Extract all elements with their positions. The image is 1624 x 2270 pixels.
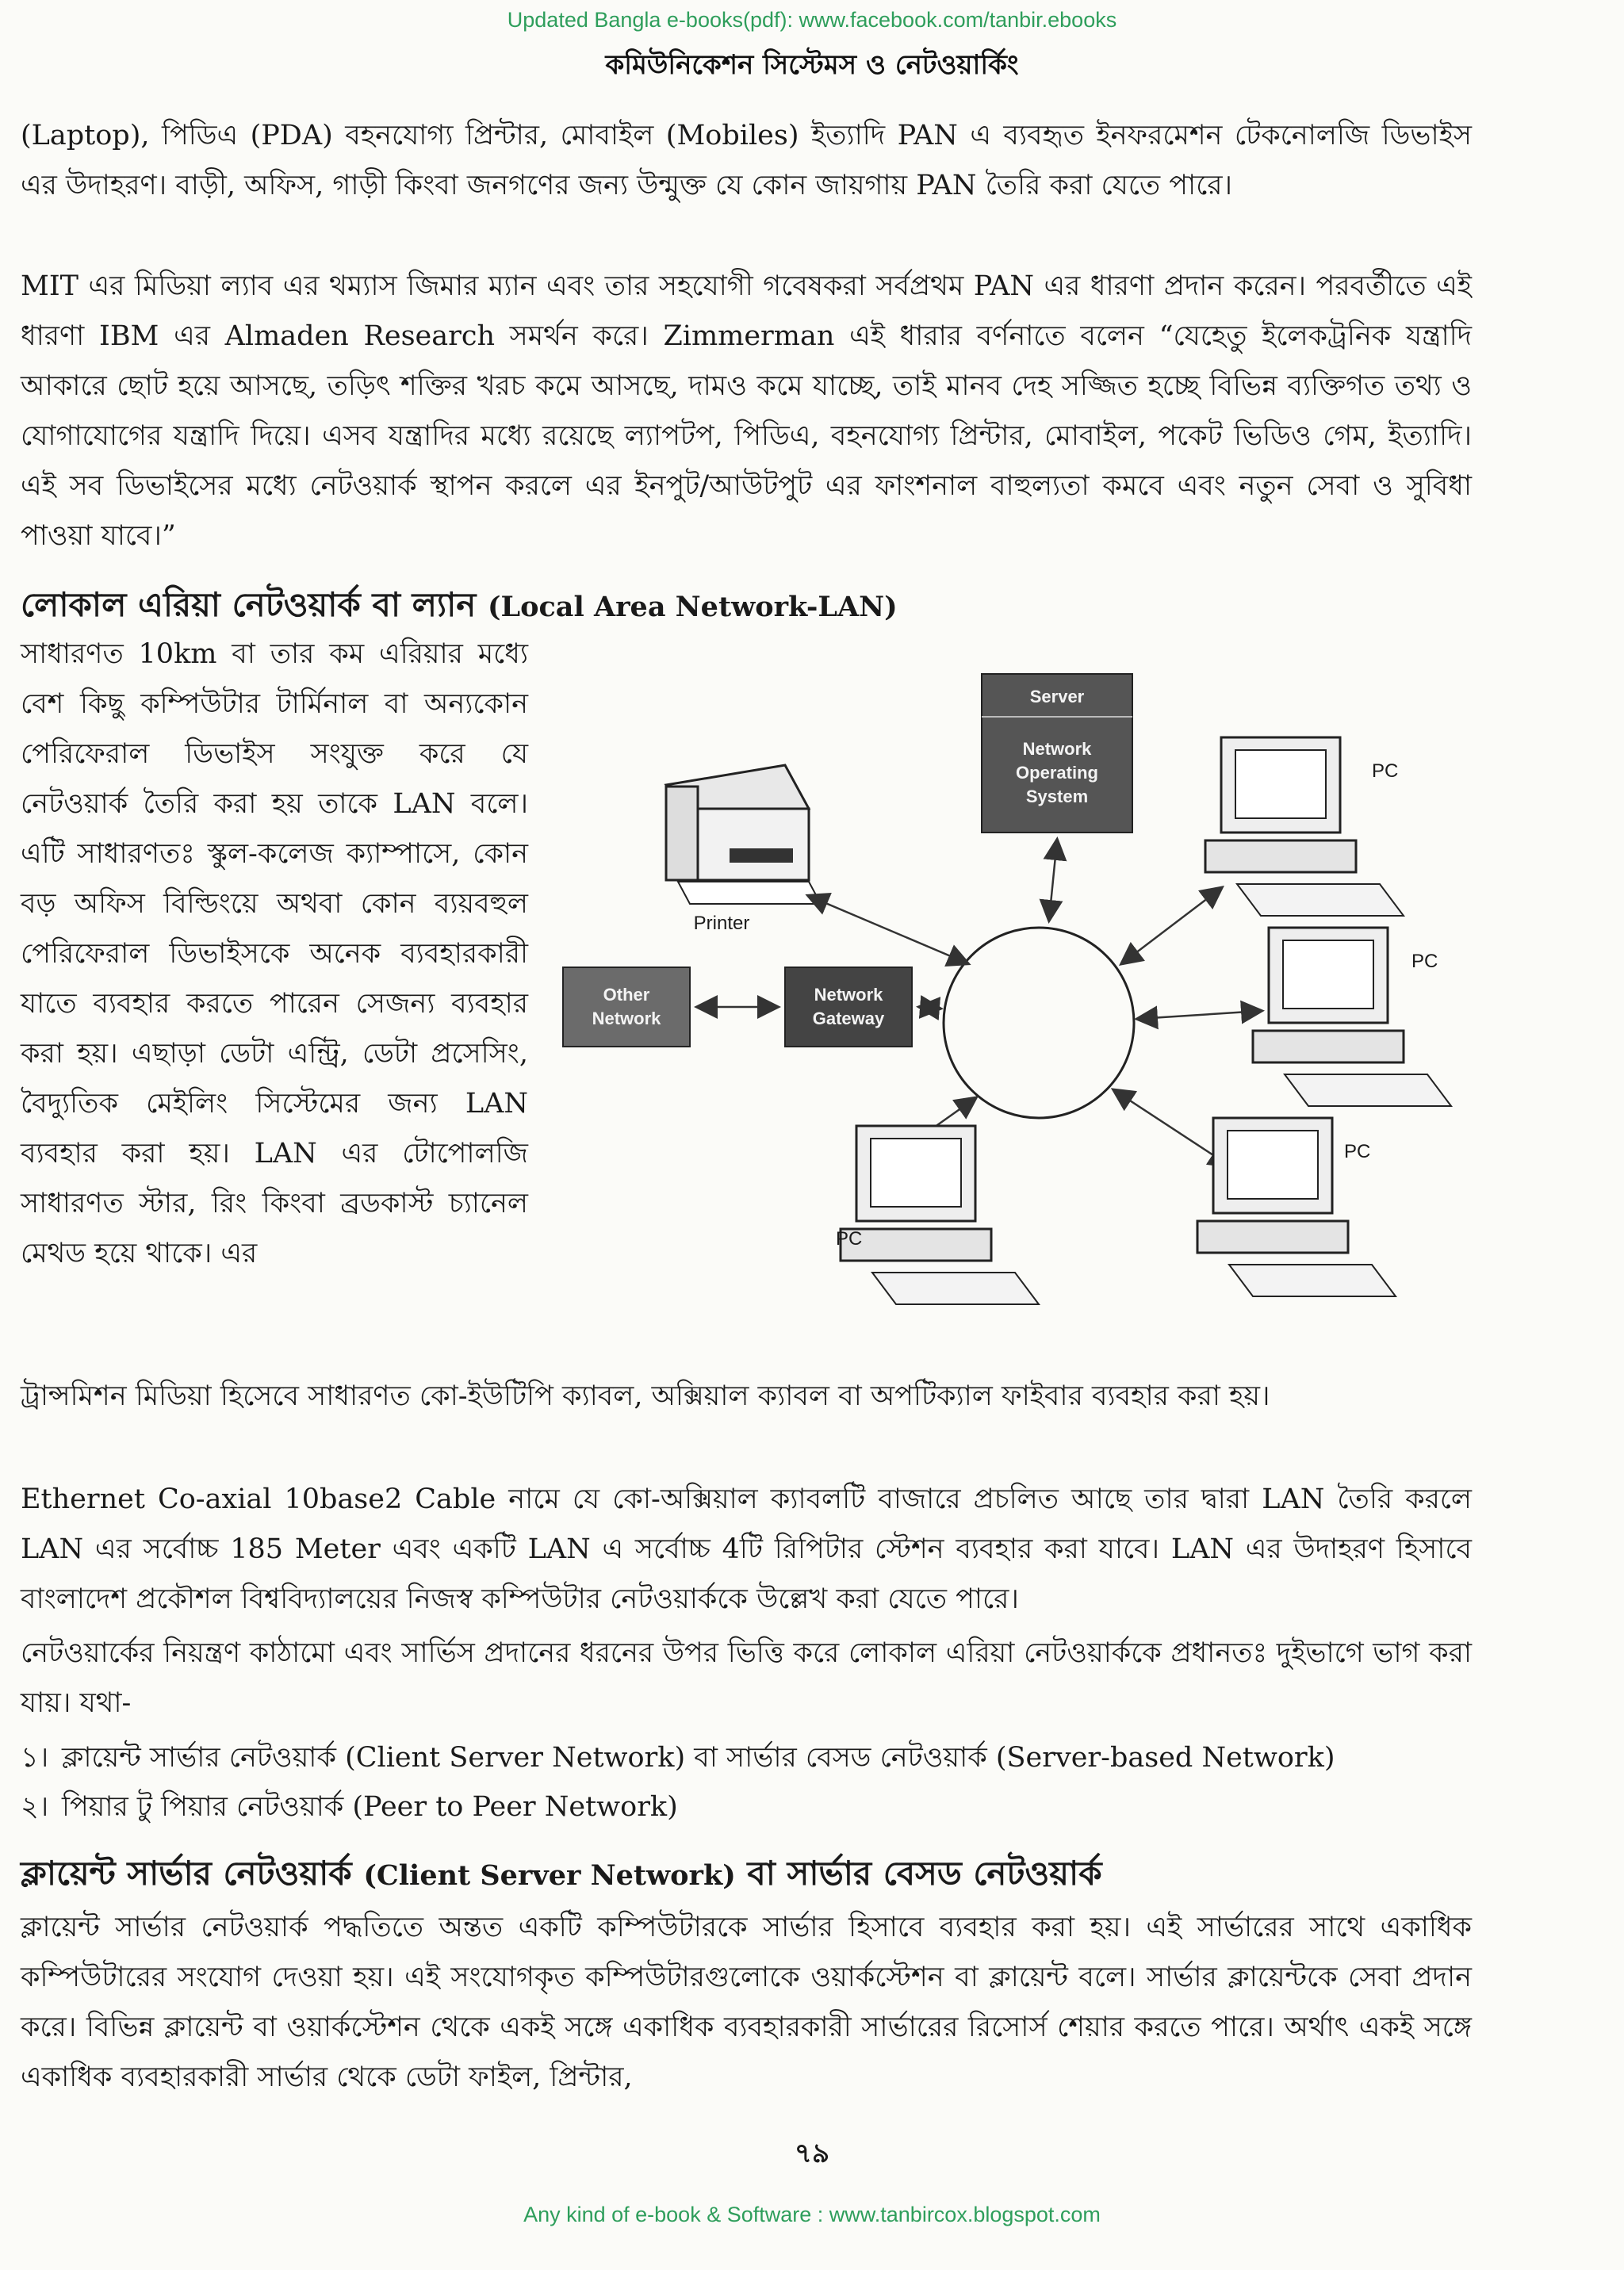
section-heading-client-server <box>21 1847 1102 1904</box>
heading-cs-en: (Client Server Network) <box>363 1859 736 1892</box>
list-text: ক্লায়েন্ট সার্ভার নেটওয়ার্ক (Client Server Network) বা সার্ভার বেসড নেটওয়ার্ক (Server-based Network) <box>62 1742 1335 1774</box>
pc-label: PC <box>836 1228 863 1250</box>
section-heading-lan <box>21 579 898 635</box>
nos-label-3: System <box>1025 787 1089 806</box>
bottom-watermark-link: Any kind of e-book & Software : www.tanbircox.blogspot.com <box>523 2203 1101 2226</box>
list-item <box>21 1733 1335 1783</box>
link-printer <box>809 896 967 963</box>
pc-label: PC <box>1344 1141 1371 1162</box>
link-gateway <box>920 1007 940 1009</box>
page-number: ৭৯ <box>794 2138 830 2169</box>
paragraph-client-server: ক্লায়েন্ট সার্ভার নেটওয়ার্ক পদ্ধতিতে অন্তত একটি কম্পিউটারকে সার্ভার হিসাবে ব্যবহার করা হয়। এই সার্ভারের সাথে একাধিক কম্পিউটারের সংযোগ দেওয়া হয়। এই সংযোগকৃত কম্পিউটারগুলোকে ওয়ার্কস্টেশন বা ক্লায়েন্ট বলে। সার্ভার ক্লায়েন্টকে সেবা প্রদান করে। বিভিন্ন ক্লায়েন্ট বা ওয়ার্কস্টেশন থেকে একই সঙ্গে একাধিক ব্যবহারকারী সার্ভারের রিসোর্স শেয়ার করতে পারে। অর্থাৎ একই সঙ্গে একাধিক ব্যবহারকারী সার্ভার থেকে ডেটা ফাইল, প্রিন্টার, <box>21 1912 1472 2093</box>
paragraph-pan-history: MIT এর মিডিয়া ল্যাব এর থম্যাস জিমার ম্যান এবং তার সহযোগী গবেষকরা সর্বপ্রথম PAN এর ধারণা প্রদান করেন। পরবর্তীতে এই ধারণা IBM এর Almaden Research সমর্থন করে। Zimmerman এই ধারার বর্ণনাতে বলেন “যেহেতু ইলেকট্রনিক যন্ত্রাদি আকারে ছোট হয়ে আসছে, তড়িৎ শক্তির খরচ কমে আসছে, দামও কমে যাচ্ছে, তাই মানব দেহ সজ্জিত হচ্ছে বিভিন্ন ব্যক্তিগত তথ্য ও যোগাযোগের যন্ত্রাদি দিয়ে। এসব যন্ত্রাদির মধ্যে রয়েছে ল্যাপটপ, পিডিএ, বহনযোগ্য প্রিন্টার, মোবাইল, পকেট ভিডিও গেম, ইত্যাদি। এই সব ডিভাইসের মধ্যে নেটওয়ার্ক স্থাপন করলে এর ইনপুট/আউটপুট এর ফাংশনাল বাহুল্যতা কমবে এবং নতুন সেবা ও সুবিধা পাওয়া যাবে।” <box>21 270 1472 552</box>
printer-label: Printer <box>693 913 750 934</box>
paragraph-lan-media: ট্রান্সমিশন মিডিয়া হিসেবে সাধারণত কো-ইউটিপি ক্যাবল, অক্সিয়াল ক্যাবল বা অপটিক্যাল ফাইবার ব্যবহার করা হয়। <box>21 1380 1270 1412</box>
list-item <box>21 1782 678 1832</box>
nos-label-1: Network <box>1022 739 1092 759</box>
server-label: Server <box>1029 687 1085 706</box>
pc-icon-bottom-left <box>836 1126 1039 1304</box>
heading-cs-bn2: বা সার্ভার বেসড নেটওয়ার্ক <box>747 1854 1102 1893</box>
heading-lan-bn: লোকাল এরিয়া নেটওয়ার্ক বা ল্যান <box>21 585 477 624</box>
other-network-box <box>563 967 690 1047</box>
running-head: কমিউনিকেশন সিস্টেমস ও নেটওয়ার্কিং <box>605 49 1019 81</box>
pc-icon-top-right <box>1205 737 1404 916</box>
heading-lan-en: (Local Area Network-LAN) <box>487 591 898 623</box>
pc-label: PC <box>1411 951 1438 972</box>
gateway-label-1: Network <box>814 985 883 1005</box>
gateway-label-2: Gateway <box>812 1009 885 1028</box>
heading-cs-bn: ক্লায়েন্ট সার্ভার নেটওয়ার্ক <box>21 1854 352 1893</box>
link-server <box>1049 840 1057 920</box>
paragraph-pan-examples: (Laptop), পিডিএ (PDA) বহনযোগ্য প্রিন্টার, মোবাইল (Mobiles) ইত্যাদি PAN এ ব্যবহৃত ইনফরমেশন টেকনোলজি ডিভাইস এর উদাহরণ। বাড়ী, অফিস, গাড়ী কিংবা জনগণের জন্য উন্মুক্ত যে কোন জায়গায় PAN তৈরি করা যেতে পারে। <box>21 120 1472 201</box>
network-hub-ring <box>944 928 1134 1118</box>
pc-label: PC <box>1372 760 1399 782</box>
link-pc-bottom-right <box>1114 1090 1229 1166</box>
list-number: ১। <box>21 1742 49 1774</box>
pc-icon-right <box>1253 928 1451 1106</box>
nos-label-2: Operating <box>1016 763 1098 783</box>
printer-icon <box>666 765 821 934</box>
server-box <box>982 674 1132 833</box>
list-text: পিয়ার টু পিয়ার নেটওয়ার্ক (Peer to Peer Network) <box>62 1791 678 1823</box>
link-pc-right <box>1138 1011 1261 1019</box>
paragraph-lan-types: নেটওয়ার্কের নিয়ন্ত্রণ কাঠামো এবং সার্ভিস প্রদানের ধরনের উপর ভিত্তি করে লোকাল এরিয়া নেটওয়ার্ককে প্রধানতঃ দুইভাগে ভাগ করা যায়। যথা- <box>21 1637 1472 1719</box>
other-network-label-2: Network <box>592 1009 661 1028</box>
paragraph-ethernet: Ethernet Co-axial 10base2 Cable নামে যে কো-অক্সিয়াল ক্যাবলটি বাজারে প্রচলিত আছে তার দ্বারা LAN তৈরি করলে LAN এর সর্বোচ্চ 185 Meter এবং একটি LAN এ সর্বোচ্চ 4টি রিপিটার স্টেশন ব্যবহার করা যাবে। LAN এর উদাহরণ হিসাবে বাংলাদেশ প্রকৌশল বিশ্ববিদ্যালয়ের নিজস্ব কম্পিউটার নেটওয়ার্ককে উল্লেখ করা যেতে পারে। <box>21 1483 1472 1615</box>
network-gateway-box <box>785 967 912 1047</box>
link-pc-top-right <box>1122 888 1221 963</box>
lan-diagram <box>547 650 1475 1348</box>
paragraph-lan-definition: সাধারণত 10km বা তার কম এরিয়ার মধ্যে বেশ কিছু কম্পিউটার টার্মিনাল বা অন্যকোন পেরিফেরাল ডিভাইস সংযুক্ত করে যে নেটওয়ার্ক তৈরি করা হয় তাকে LAN বলে। এটি সাধারণতঃ স্কুল-কলেজ ক্যাম্পাসে, কোন বড় অফিস বিল্ডিংয়ে অথবা কোন ব্যয়বহুল পেরিফেরাল ডিভাইসকে অনেক ব্যবহারকারী যাতে ব্যবহার করতে পারেন সেজন্য ব্যবহার করা হয়। এছাড়া ডেটা এন্ট্রি, ডেটা প্রসেসিং, বৈদ্যুতিক মেইলিং সিস্টেমের জন্য LAN ব্যবহার করা হয়। LAN এর টোপোলজি সাধারণত স্টার, রিং কিংবা ব্রডকাস্ট চ্যানেল মেথড হয়ে থাকে। এর <box>21 638 528 1269</box>
list-number: ২। <box>21 1791 49 1823</box>
top-watermark-link: Updated Bangla e-books(pdf): www.facebook.com/tanbir.ebooks <box>507 8 1117 32</box>
other-network-label-1: Other <box>603 985 650 1005</box>
pc-icon-bottom-right <box>1197 1118 1396 1296</box>
